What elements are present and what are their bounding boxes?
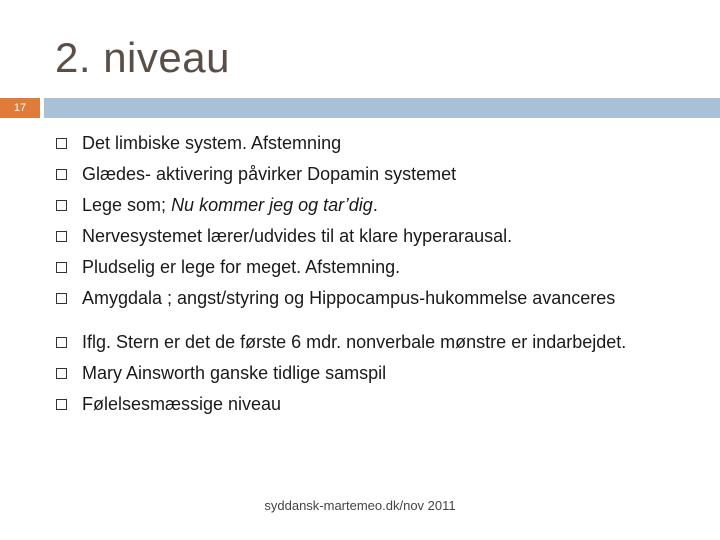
- square-bullet-icon: [56, 262, 67, 273]
- bullet-text: Iflg. Stern er det de første 6 mdr. nonverbale mønstre er indarbejdet.: [82, 332, 627, 352]
- title-rule: [44, 98, 720, 118]
- bullet-text: Pludselig er lege for meget. Afstemning.: [82, 257, 401, 277]
- square-bullet-icon: [56, 337, 67, 348]
- slide-title: 2. niveau: [55, 34, 230, 81]
- bullet-item: [56, 128, 716, 159]
- bullet-item: [56, 358, 716, 389]
- bullet-list: [56, 128, 716, 420]
- bullet-text: Det limbiske system. Afstemning: [82, 133, 342, 153]
- bullet-item: [56, 283, 716, 314]
- bullet-text: Lege som;: [82, 195, 172, 215]
- bullet-text-group: [82, 195, 378, 216]
- bullet-item: [56, 252, 716, 283]
- bullet-item: [56, 389, 716, 420]
- slide-number-badge: 17: [0, 98, 40, 118]
- square-bullet-icon: [56, 200, 67, 211]
- square-bullet-icon: [56, 368, 67, 379]
- square-bullet-icon: [56, 231, 67, 242]
- bullet-item: [56, 190, 716, 221]
- bullet-item: [56, 221, 716, 252]
- square-bullet-icon: [56, 138, 67, 149]
- bullet-text-italic: Nu kommer jeg og tar’dig: [171, 195, 373, 215]
- square-bullet-icon: [56, 399, 67, 410]
- bullet-item: [56, 327, 716, 358]
- bullet-item: [56, 159, 716, 190]
- square-bullet-icon: [56, 169, 67, 180]
- square-bullet-icon: [56, 293, 67, 304]
- bullet-text: Glædes- aktivering påvirker Dopamin systemet: [82, 164, 457, 184]
- bullet-text: Følelsesmæssige niveau: [82, 394, 282, 414]
- bullet-text: Nervesystemet lærer/udvides til at klare hyperarausal.: [82, 226, 513, 246]
- bullet-text: Amygdala ; angst/styring og Hippocampus-hukommelse avanceres: [82, 288, 616, 308]
- slide-footer: syddansk-martemeo.dk/nov 2011: [264, 498, 456, 513]
- bullet-text-after: .: [372, 195, 378, 215]
- bullet-text: Mary Ainsworth ganske tidlige samspil: [82, 363, 387, 383]
